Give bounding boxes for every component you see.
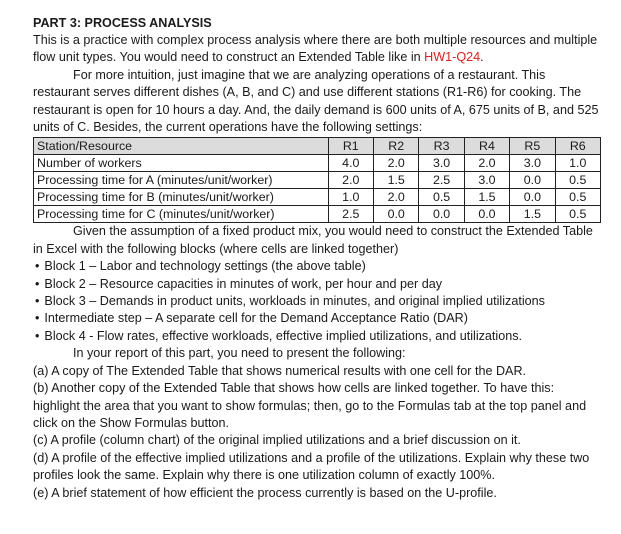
intro-text-end: . [480,50,484,65]
table-cell: 2.0 [464,155,509,172]
report-item-c: (c) A profile (column chart) of the original implied utilizations and a brief discussion on it. [33,433,521,448]
table-cell: 4.0 [328,155,373,172]
table-row [34,206,601,223]
table-cell: 3.0 [464,172,509,189]
table-row [34,189,601,206]
table-header-cell: R4 [464,138,509,155]
list-item: • Intermediate step – A separate cell for the Demand Acceptance Ratio (DAR) [33,310,603,327]
table-cell: 2.5 [419,172,464,189]
document [33,15,603,502]
table-cell: 0.0 [510,189,555,206]
table-cell: 2.5 [328,206,373,223]
table-cell: 3.0 [419,155,464,172]
restaurant-paragraph: For more intuition, just imagine that we are analyzing operations of a restaurant. This restaurant serves different dishes (A, B, and C) and use different stations (R1-R6) for cooking. The restaurant is open for 10 hours a day. And, the daily demand is 600 units of A, 675 units of B, and 525 units of C. Besides, the current operations have the following settings: [33,67,599,135]
table-cell: 1.0 [328,189,373,206]
table-row-label: Processing time for A (minutes/unit/worker) [34,172,329,189]
table-cell: 2.0 [328,172,373,189]
hw1-q24-link[interactable]: HW1-Q24 [424,50,481,65]
table-cell: 0.0 [373,206,418,223]
table-cell: 0.0 [419,206,464,223]
table-cell: 3.0 [510,155,555,172]
table-cell: 0.0 [510,172,555,189]
report-item-d: (d) A profile of the effective implied utilizations and a profile of the utilizations. Explain why these two profiles look the same. Explain why there is one utilization column of exactly 100%. [33,450,590,483]
table-header-cell: R1 [328,138,373,155]
table-header-cell: R6 [555,138,600,155]
table-cell: 0.5 [555,172,600,189]
report-intro: In your report of this part, you need to present the following: [73,346,406,361]
block-list [33,258,603,345]
table-cell: 2.0 [373,155,418,172]
table-cell: 0.0 [464,206,509,223]
list-item: • Block 3 – Demands in product units, workloads in minutes, and original implied utilizations [33,293,603,310]
table-row-label: Processing time for B (minutes/unit/worker) [34,189,329,206]
table-header-cell: R2 [373,138,418,155]
table-cell: 1.0 [555,155,600,172]
table-cell: 1.5 [373,172,418,189]
table-row-label: Processing time for C (minutes/unit/worker) [34,206,329,223]
list-item: • Block 2 – Resource capacities in minutes of work, per hour and per day [33,276,603,293]
report-item-a: (a) A copy of The Extended Table that shows numerical results with one cell for the DAR. [33,363,527,378]
table-cell: 0.5 [419,189,464,206]
table-header-row [34,138,601,155]
table-row [34,172,601,189]
table-cell: 0.5 [555,206,600,223]
list-item: • Block 1 – Labor and technology settings (the above table) [33,258,603,275]
intro-text: This is a practice with complex process analysis where there are both multiple resources and multiple flow unit types. You would need to construct an Extended Table like in [33,33,598,65]
table-header-cell: R3 [419,138,464,155]
section-heading: PART 3: PROCESS ANALYSIS [33,16,212,30]
list-item: • Block 4 - Flow rates, effective workloads, effective implied utilizations, and utilizations. [33,328,603,345]
report-item-e: (e) A brief statement of how efficient the process currently is based on the U-profile. [33,485,497,500]
report-item-b: (b) Another copy of the Extended Table that shows how cells are linked together. To have this: highlight the area that you want to show formulas; then, go to the Formulas tab at the top panel and click on the Show Formulas button. [33,381,587,430]
table-row [34,155,601,172]
assumption-paragraph: Given the assumption of a fixed product mix, you would need to construct the Extended Table in Excel with the following blocks (where cells are linked together) [33,224,593,256]
table-cell: 1.5 [510,206,555,223]
table-cell: 1.5 [464,189,509,206]
table-header-cell: Station/Resource [34,138,329,155]
table-cell: 2.0 [373,189,418,206]
table-row-label: Number of workers [34,155,329,172]
settings-table [33,137,601,223]
table-header-cell: R5 [510,138,555,155]
intro-paragraph [33,32,603,67]
table-cell: 0.5 [555,189,600,206]
